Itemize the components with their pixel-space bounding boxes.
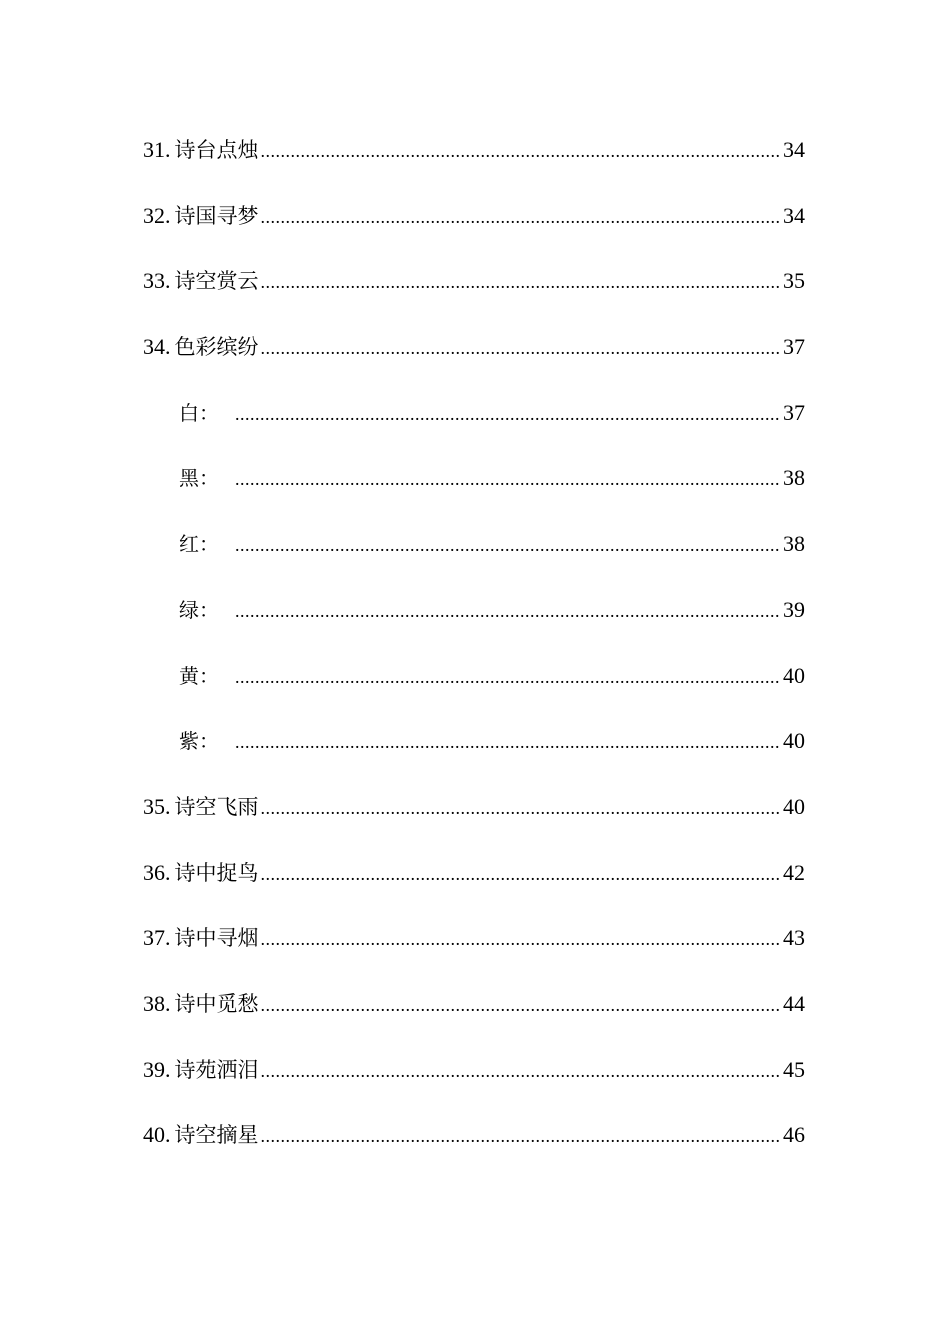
toc-entry-page: 34 — [783, 202, 805, 228]
toc-entry-page: 40 — [783, 793, 805, 819]
toc-entry-page: 44 — [783, 990, 805, 1016]
dot-leader — [261, 1113, 782, 1158]
toc-entry-title: 诗苑洒泪 — [174, 1057, 259, 1082]
toc-entry-page: 39 — [783, 596, 805, 622]
toc-subentry-black[interactable] — [143, 456, 805, 522]
toc-entry-number: 36. — [143, 859, 171, 885]
toc-entry-number: 34. — [143, 334, 171, 360]
toc-entry-page: 45 — [783, 1056, 805, 1082]
dot-leader — [235, 654, 781, 699]
toc-entry-page: 35 — [783, 268, 805, 294]
toc-entry-title: 诗中捉鸟 — [174, 860, 259, 885]
toc-entry-number: 39. — [143, 1056, 171, 1082]
toc-entry-40[interactable] — [143, 1113, 805, 1179]
toc-entry-page: 38 — [783, 531, 805, 557]
toc-entry-35[interactable] — [143, 785, 805, 851]
toc-subentry-title: 白： — [179, 400, 219, 425]
toc-entry-39[interactable] — [143, 1048, 805, 1114]
toc-subentry-red[interactable] — [143, 522, 805, 588]
toc-entry-31[interactable] — [143, 128, 805, 194]
toc-subentry-title: 绿： — [179, 597, 219, 622]
toc-subentry-green[interactable] — [143, 588, 805, 654]
toc-entry-title: 诗国寻梦 — [174, 203, 259, 228]
dot-leader — [261, 785, 782, 830]
toc-subentry-white[interactable] — [143, 391, 805, 457]
toc-entry-page: 43 — [783, 925, 805, 951]
toc-entry-page: 34 — [783, 137, 805, 162]
dot-leader — [261, 194, 782, 239]
toc-subentry-purple[interactable] — [143, 719, 805, 785]
dot-leader — [235, 588, 781, 633]
toc-entry-page: 40 — [783, 662, 805, 688]
toc-entry-page: 37 — [783, 399, 805, 425]
dot-leader — [235, 391, 781, 436]
toc-subentry-title: 黑： — [179, 466, 219, 491]
toc-entry-title: 诗中觅愁 — [174, 991, 259, 1016]
toc-entry-number: 40. — [143, 1122, 171, 1148]
toc-subentry-title: 黄： — [179, 663, 219, 688]
toc-entry-36[interactable] — [143, 851, 805, 917]
dot-leader — [261, 128, 782, 173]
toc-entry-38[interactable] — [143, 982, 805, 1048]
table-of-contents — [143, 128, 805, 1179]
dot-leader — [261, 851, 782, 896]
toc-entry-title: 诗空赏云 — [174, 269, 259, 294]
toc-entry-page: 42 — [783, 859, 805, 885]
dot-leader — [261, 325, 782, 370]
toc-entry-title: 诗台点烛 — [174, 138, 259, 162]
dot-leader — [235, 719, 781, 764]
toc-entry-title: 诗中寻烟 — [174, 926, 259, 951]
toc-entry-number: 37. — [143, 925, 171, 951]
toc-subentry-title: 红： — [179, 532, 219, 557]
dot-leader — [235, 456, 781, 501]
dot-leader — [261, 1048, 782, 1093]
toc-entry-title: 诗空飞雨 — [174, 794, 259, 819]
toc-entry-number: 33. — [143, 268, 171, 294]
toc-entry-title: 诗空摘星 — [174, 1123, 259, 1148]
toc-entry-page: 40 — [783, 728, 805, 754]
toc-entry-37[interactable] — [143, 916, 805, 982]
toc-subentry-yellow[interactable] — [143, 654, 805, 720]
toc-entry-number: 35. — [143, 793, 171, 819]
toc-entry-title: 色彩缤纷 — [174, 335, 259, 360]
toc-entry-page: 38 — [783, 465, 805, 491]
dot-leader — [261, 259, 782, 304]
toc-entry-34[interactable] — [143, 325, 805, 391]
toc-entry-page: 46 — [783, 1122, 805, 1148]
dot-leader — [261, 916, 782, 961]
dot-leader — [261, 982, 782, 1027]
dot-leader — [235, 522, 781, 567]
toc-entry-number: 31. — [143, 137, 171, 162]
toc-entry-32[interactable] — [143, 194, 805, 260]
toc-subentry-title: 紫： — [179, 729, 219, 754]
toc-entry-number: 38. — [143, 990, 171, 1016]
toc-entry-number: 32. — [143, 202, 171, 228]
toc-entry-page: 37 — [783, 334, 805, 360]
toc-entry-33[interactable] — [143, 259, 805, 325]
